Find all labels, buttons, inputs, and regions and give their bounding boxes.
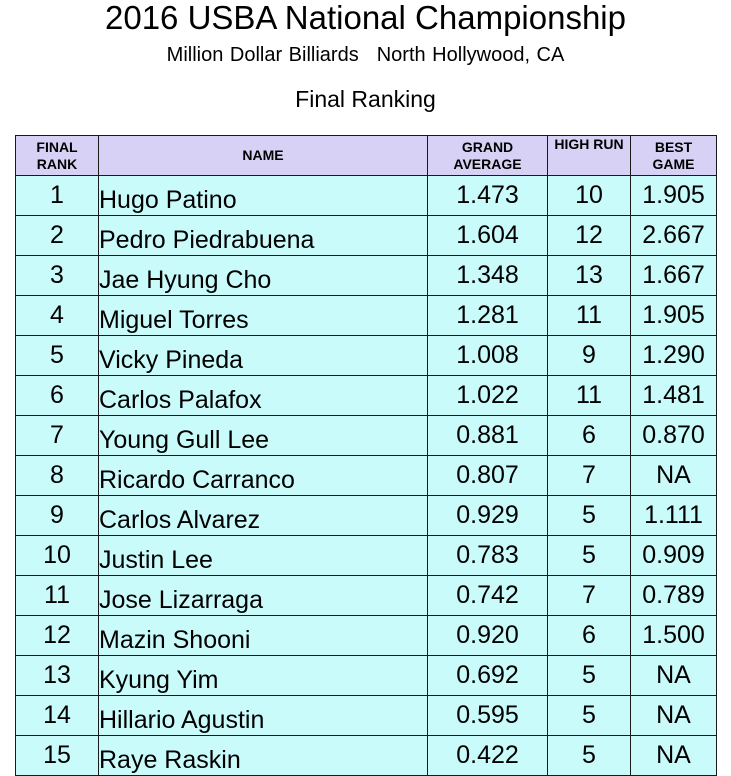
name-cell: Jae Hyung Cho: [99, 256, 428, 296]
best-game-cell: 1.905: [631, 296, 717, 336]
high-run-cell: 5: [548, 656, 631, 696]
name-cell: Ricardo Carranco: [99, 456, 428, 496]
name-cell: Vicky Pineda: [99, 336, 428, 376]
best-game-cell: 2.667: [631, 216, 717, 256]
table-row: [16, 416, 717, 456]
best-game-cell: 1.481: [631, 376, 717, 416]
venue-location: North Hollywood, CA: [376, 44, 565, 66]
grand-average-cell: 0.595: [428, 696, 548, 736]
grand-average-cell: 0.692: [428, 656, 548, 696]
high-run-cell: 9: [548, 336, 631, 376]
grand-average-cell: 1.348: [428, 256, 548, 296]
rank-cell: 9: [16, 496, 99, 536]
table-row: [16, 696, 717, 736]
best-game-cell: 1.111: [631, 496, 717, 536]
best-game-cell: 1.905: [631, 176, 717, 216]
best-game-cell: NA: [631, 736, 717, 776]
rank-cell: 4: [16, 296, 99, 336]
event-subtitle: [0, 42, 731, 68]
name-cell: Kyung Yim: [99, 656, 428, 696]
high-run-cell: 11: [548, 376, 631, 416]
grand-average-cell: 0.881: [428, 416, 548, 456]
rank-cell: 3: [16, 256, 99, 296]
best-game-cell: 1.500: [631, 616, 717, 656]
grand-average-cell: 0.920: [428, 616, 548, 656]
table-row: [16, 216, 717, 256]
table-row: [16, 496, 717, 536]
grand-average-cell: 1.473: [428, 176, 548, 216]
rank-cell: 15: [16, 736, 99, 776]
name-cell: Carlos Alvarez: [99, 496, 428, 536]
rank-cell: 12: [16, 616, 99, 656]
grand-average-cell: 0.422: [428, 736, 548, 776]
name-cell: Young Gull Lee: [99, 416, 428, 456]
rank-cell: 5: [16, 336, 99, 376]
name-cell: Raye Raskin: [99, 736, 428, 776]
name-cell: Hugo Patino: [99, 176, 428, 216]
name-cell: Miguel Torres: [99, 296, 428, 336]
name-cell: Justin Lee: [99, 536, 428, 576]
rank-cell: 13: [16, 656, 99, 696]
rank-cell: 11: [16, 576, 99, 616]
grand-average-cell: 1.022: [428, 376, 548, 416]
header-final-rank: FINAL RANK: [16, 136, 99, 176]
high-run-cell: 5: [548, 536, 631, 576]
table-row: [16, 456, 717, 496]
table-row: [16, 336, 717, 376]
high-run-cell: 11: [548, 296, 631, 336]
best-game-cell: 0.870: [631, 416, 717, 456]
table-row: [16, 376, 717, 416]
high-run-cell: 7: [548, 456, 631, 496]
table-header-row: [16, 136, 717, 176]
high-run-cell: 6: [548, 616, 631, 656]
high-run-cell: 5: [548, 696, 631, 736]
rank-cell: 10: [16, 536, 99, 576]
best-game-cell: 1.667: [631, 256, 717, 296]
high-run-cell: 6: [548, 416, 631, 456]
header-grand-average: GRAND AVERAGE: [428, 136, 548, 176]
grand-average-cell: 0.929: [428, 496, 548, 536]
best-game-cell: 0.909: [631, 536, 717, 576]
high-run-cell: 12: [548, 216, 631, 256]
grand-average-cell: 0.783: [428, 536, 548, 576]
section-title: Final Ranking: [295, 86, 436, 112]
best-game-cell: NA: [631, 456, 717, 496]
table-row: [16, 176, 717, 216]
high-run-cell: 10: [548, 176, 631, 216]
table-row: [16, 576, 717, 616]
rank-cell: 2: [16, 216, 99, 256]
name-cell: Hillario Agustin: [99, 696, 428, 736]
rank-cell: 8: [16, 456, 99, 496]
name-cell: Mazin Shooni: [99, 616, 428, 656]
grand-average-cell: 0.807: [428, 456, 548, 496]
table-row: [16, 656, 717, 696]
table-row: [16, 256, 717, 296]
name-cell: Carlos Palafox: [99, 376, 428, 416]
high-run-cell: 5: [548, 736, 631, 776]
grand-average-cell: 1.281: [428, 296, 548, 336]
table-row: [16, 296, 717, 336]
best-game-cell: NA: [631, 656, 717, 696]
rank-cell: 6: [16, 376, 99, 416]
rank-cell: 1: [16, 176, 99, 216]
table-row: [16, 616, 717, 656]
rank-cell: 14: [16, 696, 99, 736]
page-title: 2016 USBA National Championship: [105, 0, 626, 36]
header-name: NAME: [99, 136, 428, 176]
best-game-cell: NA: [631, 696, 717, 736]
high-run-cell: 7: [548, 576, 631, 616]
rank-cell: 7: [16, 416, 99, 456]
table-row: [16, 536, 717, 576]
high-run-cell: 13: [548, 256, 631, 296]
grand-average-cell: 1.604: [428, 216, 548, 256]
best-game-cell: 0.789: [631, 576, 717, 616]
name-cell: Pedro Piedrabuena: [99, 216, 428, 256]
venue-name: Million Dollar Billiards: [166, 44, 359, 66]
ranking-table: [15, 135, 717, 776]
high-run-cell: 5: [548, 496, 631, 536]
name-cell: Jose Lizarraga: [99, 576, 428, 616]
best-game-cell: 1.290: [631, 336, 717, 376]
grand-average-cell: 1.008: [428, 336, 548, 376]
grand-average-cell: 0.742: [428, 576, 548, 616]
header-high-run: HIGH RUN: [548, 136, 631, 176]
header-best-game: BEST GAME: [631, 136, 717, 176]
